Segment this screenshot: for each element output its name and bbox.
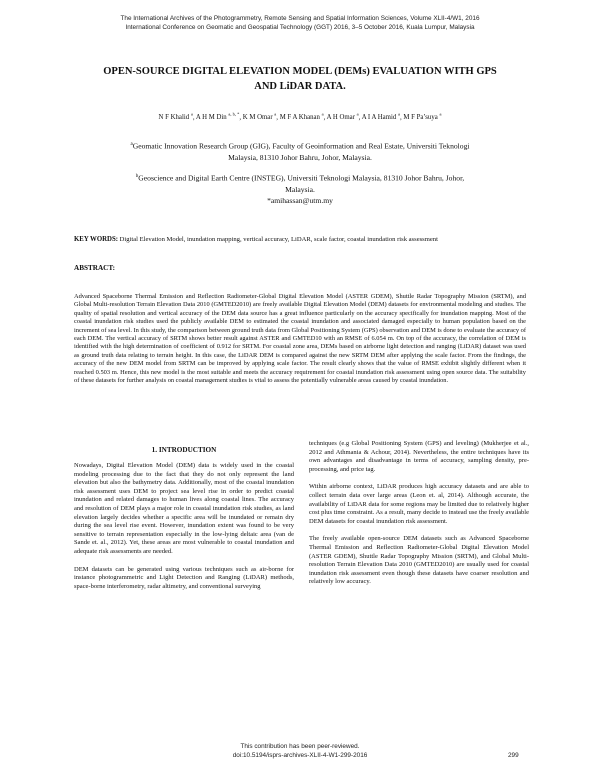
page-footer [150,743,450,761]
intro-paragraph: Within airborne context, LiDAR produces high accuracy datasets and are able to collect terrain data over large areas (Leon et. al, 2014). Although accurate, the availability of LiDAR data for some regions may be limited due to relatively higher cost plus time constraint. As a result, many decide to instead use the freely available DEM datasets for coastal inundation risk assessment. [309,483,529,525]
left-column [74,462,294,600]
author: K M Omar $^a$ [242,112,277,122]
doi: doi:10.5194/isprs-archives-XLII-4-W1-299-2016 [232,751,368,759]
abstract-heading: ABSTRACT: [74,264,116,272]
header-line-1: The International Archives of the Photogrammetry, Remote Sensing and Spatial Information Sciences, Volume XLII-4/W1, 2016 [120,15,480,22]
running-header [40,15,560,32]
title-line-2: AND LiDAR DATA. [254,81,346,92]
title-line-1: OPEN-SOURCE DIGITAL ELEVATION MODEL (DEMs) EVALUATION WITH GPS [103,66,497,77]
header-line-2: International Conference on Geomatic and Geospatial Technology (GGT) 2016, 3–5 October 2016, Kuala Lumpur, Malaysia [125,23,475,31]
affiliation-b-text: Geoscience and Digital Earth Centre (INSTEG), Universiti Teknologi Malaysia, 81310 Johor Bahru, Johor, Malaysia. [138,173,465,194]
affiliation-b [120,171,480,206]
author: A I A Hamid $^a$ [361,112,400,122]
author: A H M Din $^{a, b, *}$ [195,112,240,122]
author: M F Pa’suya $^a$ [403,112,442,122]
affiliation-a-text: Geomatic Innovation Research Group (GIG), Faculty of Geoinformation and Real Estate, Universiti Teknologi Malaysia, 81310 Johor Bahru, Johor, Malaysia. [132,141,470,162]
author-list: N F Khalid $^a$, A H M Din $^{a, b, *}$, K M Omar $^a$, M F A Khanan $^a$, A H Omar $^a$, A I A Hamid $^a$, M F Pa’suya $^a$ [158,112,442,122]
right-column [309,440,529,596]
intro-paragraph: DEM datasets can be generated using various techniques such as air-borne for instance photogrammetric and Light Detection and Ranging (LiDAR) methods, space-borne interferometry, radar altimetry, and conventional surveying [74,565,294,590]
author: N F Khalid $^a$ [158,112,193,122]
abstract-body: Advanced Spaceborne Thermal Emission and Reflection Radiometer-Global Digital Elevation Model (ASTER GDEM), Shuttle Radar Topography Mission (SRTM), and Global Multi-resolution Terrain Elevation Data 2010 (GMTED2010) are freely available Digital Elevation Model (DEM) datasets for environmental modeling and studies. The quality of spatial resolution and vertical accuracy of the DEM data source has a great influence particularly on the accuracy specifically for inundation mapping. Most of the coastal inundation risk studies used the publicly available DEM to estimated the coastal inundation and associated damaged especially to human population based on the increment of sea level. In this study, the comparison between ground truth data from Global Positioning System (GPS) observation and DEM is done to evaluate the accuracy of each DEM. The vertical accuracy of SRTM shows better result against ASTER and GMTED10 with an RMSE of 6.054 m. On top of the accuracy, the correlation of DEM is identified with the high determination of coefficient of 0.912 for SRTM. For coastal zone area, DEMs based on airborne light detection and ranging (LiDAR) dataset was used as ground truth data relating to terrain height. In this case, the LiDAR DEM is compared against the new SRTM DEM after applying the scale factor. From the findings, the accuracy of the new DEM model from SRTM can be improved by applying scale factor. The result clearly shows that the value of RMSE exhibit slightly different when it reached 0.503 m. Hence, this new model is the most suitable and meets the accuracy requirement for coastal inundation risk assessment using open source data. The suitability of these datasets for further analysis on coastal management studies is vital to assess the potentially vulnerable areas caused by coastal inundation. [74,293,526,385]
keywords [74,236,534,245]
paper-title [60,64,540,94]
intro-paragraph: The freely available open-source DEM datasets such as Advanced Spaceborne Thermal Emission and Reflection Radiometer-Global Digital Elevation Model (ASTER GDEM), Shuttle Radar Topography Mission (SRTM), and Global Multi-resolution Terrain Elevation Data 2010 (GMTED2010) are usually used for coastal inundation risk assessment even though these datasets have coarser resolution and relatively low accuracy. [309,535,529,586]
affiliation-b-mark: b [135,174,139,179]
intro-paragraph: techniques (e.g Global Positioning System (GPS) and leveling) (Mukherjee et al., 2012 and Athmania & Achour, 2014). Nevertheless, the entire techniques have its own advantages and disadvantage in terms of accuracy, sampling density, pre-processing, and price tag. [309,440,529,473]
section-heading-introduction: 1. INTRODUCTION [151,446,217,454]
author: A H Omar $^a$ [326,112,359,122]
intro-paragraph: Nowadays, Digital Elevation Model (DEM) data is widely used in the coastal modeling processing due to the fact that they do not only represent the land elevation but also the bathymetry data. Additionally, most of the coastal inundation risk assessment uses DEM to project sea level rise in order to predict coastal inundation and related damages to human lives along coastal lines. The accuracy and resolution of DEM plays a major role in coastal inundation risk studies, as land elevation largely decides whether a specific area will be inundated or remain dry during the sea level rise event. However, inundation extent was found to be very sensitive to terrain representation especially in the low-lying deltaic area (van de Sande et. al., 2012). Yet, these areas are most vulnerable to coastal inundation and adequate risk assessments are needed. [74,462,294,555]
keywords-label: KEY WORDS: [74,236,118,243]
affiliation-a-mark: a [130,142,133,147]
corresponding-email: *amihassan@utm.my [267,195,333,205]
keywords-text: Digital Elevation Model, inundation mapping, vertical accuracy, LiDAR, scale factor, coastal inundation risk assessment [119,236,438,243]
page-number: 299 [508,752,519,759]
peer-review-note: This contribution has been peer-reviewed. [240,743,360,750]
affiliation-a [120,139,480,163]
author: M F A Khanan $^a$ [279,112,324,122]
